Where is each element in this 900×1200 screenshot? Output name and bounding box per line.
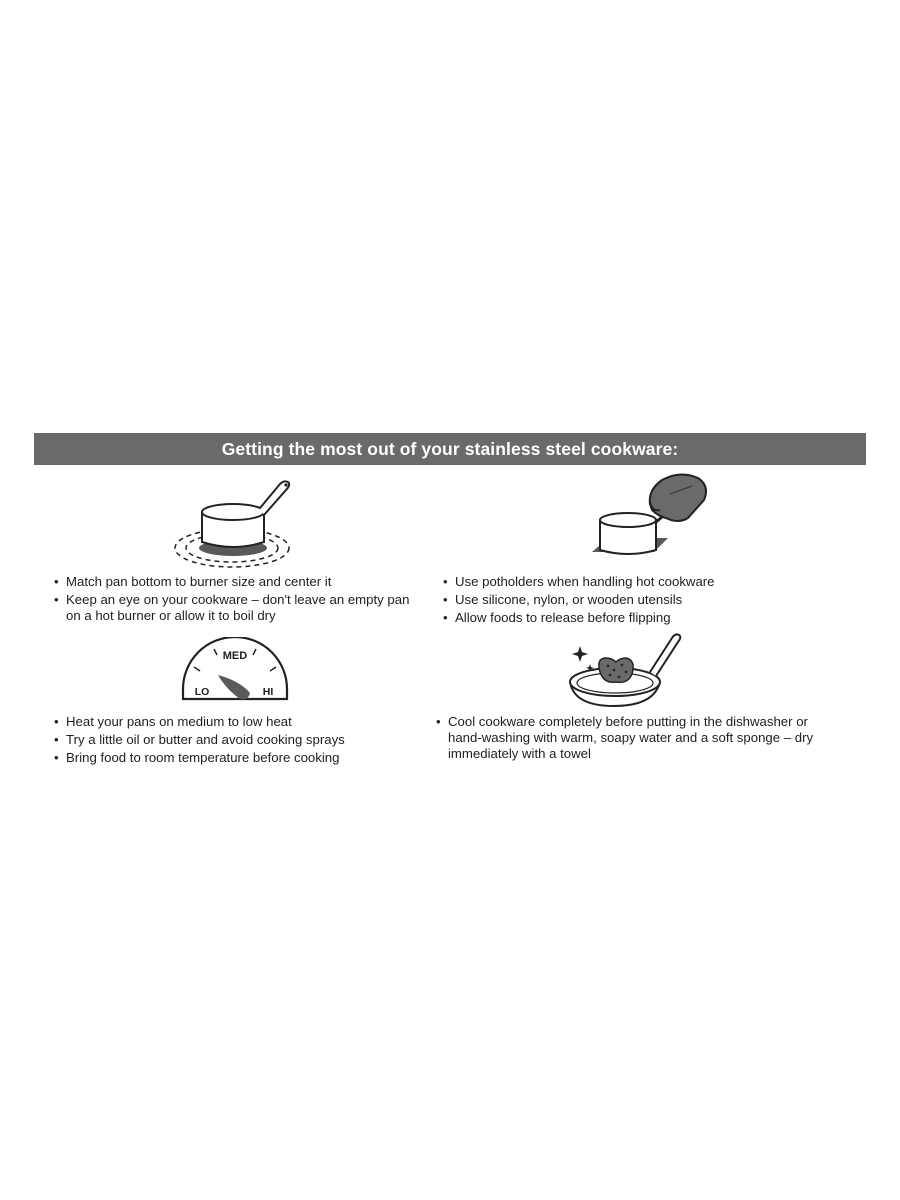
- tip-item: • Heat your pans on medium to low heat: [54, 714, 434, 730]
- tip-item: • Cool cookware completely before putting in the dishwasher or hand-washing with warm, soapy water and a soft sponge – dry immediately with a towel: [436, 714, 840, 762]
- section-banner: [34, 433, 866, 465]
- heat-dial-icon: [180, 637, 290, 703]
- tip-item: • Keep an eye on your cookware – don't leave an empty pan on a hot burner or allow it to boil dry: [54, 592, 414, 624]
- skillet-with-sponge-icon: [564, 632, 688, 712]
- tip-item: • Allow foods to release before flipping: [443, 610, 823, 626]
- tip-item: • Bring food to room temperature before cooking: [54, 750, 434, 766]
- tip-list-cleaning: [436, 714, 840, 762]
- banner-title: Getting the most out of your stainless steel cookware:: [221, 438, 679, 459]
- pot-with-oven-mitt-icon: [588, 472, 714, 572]
- tip-item: • Use potholders when handling hot cookware: [443, 574, 823, 590]
- tip-item: • Use silicone, nylon, or wooden utensils: [443, 592, 823, 608]
- dial-med-label: MED: [222, 650, 248, 662]
- tip-list-burner: [54, 574, 424, 626]
- tip-item: • Match pan bottom to burner size and center it: [54, 574, 424, 590]
- tip-list-handling: [443, 574, 823, 628]
- saucepan-on-burner-icon: [170, 478, 300, 574]
- tip-list-heat: [54, 714, 434, 768]
- dial-hi-label: HI: [262, 686, 274, 698]
- dial-lo-label: LO: [194, 686, 210, 698]
- tip-item: • Try a little oil or butter and avoid cooking sprays: [54, 732, 434, 748]
